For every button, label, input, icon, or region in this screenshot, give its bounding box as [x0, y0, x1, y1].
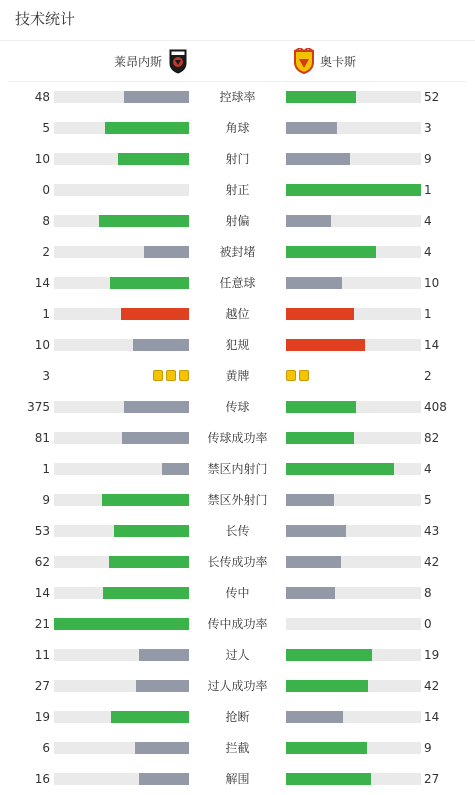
away-value: 27	[424, 772, 440, 786]
stat-row	[0, 330, 475, 361]
stat-row	[0, 237, 475, 268]
away-value: 2	[424, 369, 432, 383]
home-bar-track	[54, 153, 189, 165]
stat-label: 抢断	[225, 710, 250, 724]
stat-label: 传球	[225, 400, 250, 414]
stat-row	[0, 702, 475, 733]
away-bar-fill	[286, 556, 341, 568]
home-value: 14	[34, 586, 50, 600]
stat-label: 射正	[225, 183, 250, 197]
away-bar-track	[286, 494, 421, 506]
stat-label: 传中	[225, 586, 250, 600]
away-bar-fill	[286, 308, 354, 320]
home-bar-track	[54, 91, 189, 103]
home-value: 3	[42, 369, 50, 383]
stat-label: 角球	[225, 121, 250, 135]
away-value: 42	[424, 679, 440, 693]
home-bar-fill	[139, 649, 189, 661]
stat-row	[0, 82, 475, 113]
stat-label: 长传成功率	[207, 555, 268, 569]
away-bar-fill	[286, 246, 376, 258]
away-bar-fill	[286, 432, 354, 444]
away-bar-fill	[286, 587, 335, 599]
away-bar-track	[286, 773, 421, 785]
away-team-name: 奥卡斯	[320, 54, 357, 69]
away-value: 3	[424, 121, 432, 135]
stat-label: 黄牌	[225, 369, 250, 383]
home-bar-fill	[122, 432, 189, 444]
home-bar-fill	[110, 277, 189, 289]
stat-row	[0, 144, 475, 175]
home-value: 0	[42, 183, 50, 197]
leones-crest-icon	[168, 48, 188, 74]
stat-label: 任意球	[219, 276, 256, 290]
stat-label: 解围	[225, 772, 250, 786]
away-bar-track	[286, 246, 421, 258]
away-bar-track	[286, 556, 421, 568]
stat-label: 过人	[225, 648, 250, 662]
away-bar-fill	[286, 91, 356, 103]
away-value: 0	[424, 617, 432, 631]
away-bar-fill	[286, 401, 356, 413]
away-value: 1	[424, 183, 432, 197]
yellow-card-icon	[286, 370, 296, 381]
stat-label: 过人成功率	[207, 679, 268, 693]
home-bar-track	[54, 742, 189, 754]
away-yellow-cards	[286, 370, 309, 382]
away-bar-track	[286, 91, 421, 103]
home-value: 6	[42, 741, 50, 755]
yellow-card-icon	[179, 370, 189, 381]
home-value: 375	[27, 400, 50, 414]
stat-label: 犯规	[225, 338, 250, 352]
home-bar-fill	[135, 742, 189, 754]
away-bar-fill	[286, 711, 343, 723]
stat-row	[0, 268, 475, 299]
home-bar-fill	[136, 680, 189, 692]
page-title: 技术统计	[15, 10, 76, 28]
home-value: 27	[34, 679, 50, 693]
aucas-crest-icon	[292, 48, 316, 74]
stat-row	[0, 764, 475, 795]
home-bar-track	[54, 401, 189, 413]
stat-row	[0, 175, 475, 206]
away-bar-fill	[286, 122, 337, 134]
home-team-name: 莱昂内斯	[113, 54, 162, 69]
home-value: 5	[42, 121, 50, 135]
home-bar-fill	[139, 773, 189, 785]
home-bar-track	[54, 308, 189, 320]
home-bar-fill	[105, 122, 189, 134]
away-value: 4	[424, 245, 432, 259]
away-value: 1	[424, 307, 432, 321]
away-value: 14	[424, 338, 440, 352]
away-bar-fill	[286, 339, 365, 351]
away-bar-track	[286, 463, 421, 475]
stat-row	[0, 609, 475, 640]
stat-row	[0, 113, 475, 144]
home-value: 21	[34, 617, 50, 631]
away-bar-track	[286, 525, 421, 537]
home-value: 19	[34, 710, 50, 724]
stat-label: 传中成功率	[207, 617, 268, 631]
away-value: 82	[424, 431, 440, 445]
home-bar-fill	[133, 339, 189, 351]
home-bar-track	[54, 463, 189, 475]
away-bar-track	[286, 432, 421, 444]
away-bar-fill	[286, 494, 334, 506]
home-bar-fill	[124, 401, 189, 413]
stat-label: 越位	[225, 307, 250, 321]
away-value: 4	[424, 462, 432, 476]
stat-row	[0, 423, 475, 454]
home-bar-track	[54, 432, 189, 444]
away-value: 9	[424, 741, 432, 755]
yellow-card-icon	[153, 370, 163, 381]
away-bar-fill	[286, 773, 371, 785]
stat-label: 拦截	[225, 741, 250, 755]
home-value: 53	[34, 524, 50, 538]
stat-label: 传球成功率	[207, 431, 268, 445]
away-value: 43	[424, 524, 440, 538]
stat-row	[0, 640, 475, 671]
home-value: 10	[34, 338, 50, 352]
away-bar-track	[286, 711, 421, 723]
home-value: 16	[34, 772, 50, 786]
home-value: 48	[34, 90, 50, 104]
home-value: 81	[34, 431, 50, 445]
home-bar-track	[54, 680, 189, 692]
away-bar-fill	[286, 277, 342, 289]
away-bar-track	[286, 339, 421, 351]
away-value: 408	[424, 400, 447, 414]
home-bar-track	[54, 711, 189, 723]
away-bar-fill	[286, 153, 350, 165]
away-bar-track	[286, 618, 421, 630]
home-value: 9	[42, 493, 50, 507]
stat-label: 控球率	[219, 90, 256, 104]
yellow-card-icon	[166, 370, 176, 381]
away-bar-fill	[286, 680, 368, 692]
away-bar-fill	[286, 463, 394, 475]
home-bar-fill	[111, 711, 189, 723]
home-bar-fill	[114, 525, 189, 537]
home-bar-track	[54, 587, 189, 599]
home-bar-track	[54, 339, 189, 351]
away-bar-track	[286, 277, 421, 289]
away-bar-track	[286, 153, 421, 165]
away-value: 42	[424, 555, 440, 569]
away-bar-track	[286, 649, 421, 661]
home-bar-fill	[102, 494, 189, 506]
home-bar-track	[54, 773, 189, 785]
home-bar-track	[54, 246, 189, 258]
home-yellow-cards	[153, 370, 189, 382]
away-bar-fill	[286, 649, 372, 661]
home-bar-fill	[124, 91, 189, 103]
stat-row	[0, 206, 475, 237]
home-bar-track	[54, 494, 189, 506]
home-value: 1	[42, 307, 50, 321]
home-value: 2	[42, 245, 50, 259]
away-bar-fill	[286, 742, 367, 754]
home-value: 11	[34, 648, 50, 662]
home-value: 14	[34, 276, 50, 290]
home-value: 8	[42, 214, 50, 228]
stat-row	[0, 547, 475, 578]
home-value: 1	[42, 462, 50, 476]
home-bar-track	[54, 649, 189, 661]
away-bar-track	[286, 680, 421, 692]
away-bar-track	[286, 587, 421, 599]
home-bar-track	[54, 556, 189, 568]
home-value: 62	[34, 555, 50, 569]
home-bar-track	[54, 277, 189, 289]
yellow-card-icon	[299, 370, 309, 381]
stat-row	[0, 485, 475, 516]
stat-row	[0, 516, 475, 547]
away-value: 9	[424, 152, 432, 166]
home-bar-track	[54, 122, 189, 134]
away-bar-fill	[286, 525, 346, 537]
stat-row	[0, 361, 475, 392]
home-bar-fill	[103, 587, 189, 599]
stat-label: 长传	[225, 524, 250, 538]
home-bar-fill	[144, 246, 189, 258]
stat-label: 禁区外射门	[207, 493, 268, 507]
away-value: 5	[424, 493, 432, 507]
away-value: 10	[424, 276, 440, 290]
away-value: 4	[424, 214, 432, 228]
away-bar-track	[286, 308, 421, 320]
home-team[interactable]	[114, 48, 188, 74]
stat-row	[0, 578, 475, 609]
home-value: 10	[34, 152, 50, 166]
stat-row	[0, 392, 475, 423]
away-bar-track	[286, 184, 421, 196]
stat-row	[0, 299, 475, 330]
away-bar-fill	[286, 184, 421, 196]
stat-row	[0, 671, 475, 702]
away-value: 8	[424, 586, 432, 600]
away-bar-track	[286, 122, 421, 134]
away-team[interactable]	[292, 48, 356, 74]
home-bar-fill	[54, 618, 189, 630]
away-value: 19	[424, 648, 440, 662]
home-bar-track	[54, 618, 189, 630]
home-bar-fill	[118, 153, 189, 165]
home-bar-fill	[162, 463, 189, 475]
away-bar-track	[286, 401, 421, 413]
home-bar-track	[54, 525, 189, 537]
home-bar-fill	[121, 308, 189, 320]
stat-label: 射门	[225, 152, 250, 166]
stat-row	[0, 454, 475, 485]
stats-list	[0, 82, 475, 795]
away-bar-track	[286, 742, 421, 754]
stat-label: 被封堵	[219, 245, 256, 259]
home-bar-fill	[99, 215, 189, 227]
stat-label: 射偏	[225, 214, 250, 228]
away-bar-track	[286, 215, 421, 227]
home-bar-track	[54, 215, 189, 227]
team-header	[8, 41, 466, 82]
away-bar-fill	[286, 215, 331, 227]
away-value: 14	[424, 710, 440, 724]
stat-row	[0, 733, 475, 764]
home-bar-fill	[109, 556, 189, 568]
stat-label: 禁区内射门	[207, 462, 268, 476]
home-bar-track	[54, 184, 189, 196]
away-value: 52	[424, 90, 440, 104]
